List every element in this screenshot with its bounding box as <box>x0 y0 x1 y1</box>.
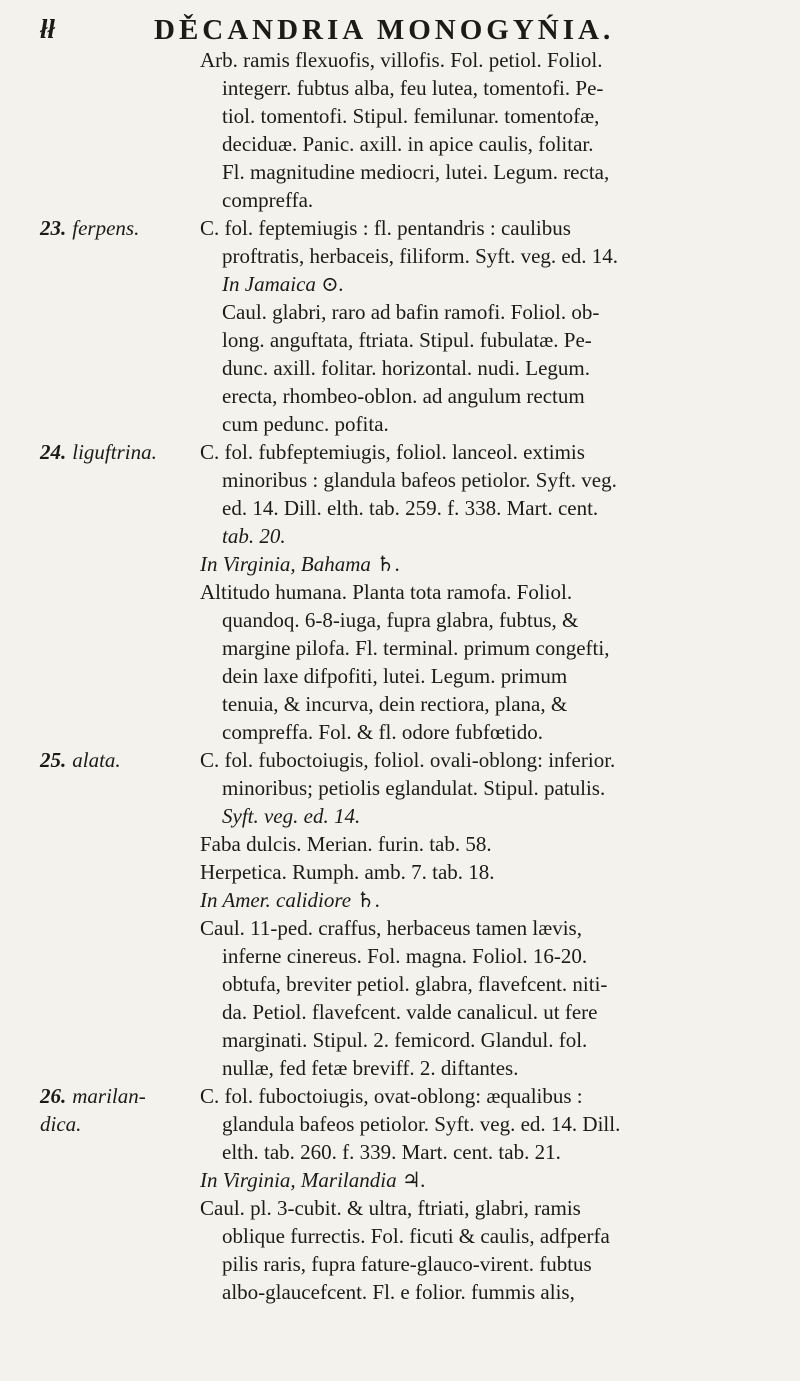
entry-label <box>40 214 200 242</box>
text-line: compreffa. <box>222 188 314 212</box>
entry-name: ferpens. <box>72 216 140 240</box>
text-line: oblique furrectis. Fol. ficuti & caulis, adfperfa <box>222 1224 610 1248</box>
text-line: dunc. axill. folitar. horizontal. nudi. Legum. <box>222 356 591 380</box>
text-line: albo-glaucefcent. Fl. e folior. fummis alis, <box>222 1280 575 1304</box>
text-line: pilis raris, fupra fature-glauco-virent. fubtus <box>222 1252 592 1276</box>
text-line: glandula bafeos petiolor. Syft. veg. ed. 14. Dill. <box>222 1112 621 1136</box>
entry-label <box>40 1082 200 1138</box>
text-line: In Amer. calidiore ♄. <box>200 888 381 912</box>
text-line: nullæ, fed fetæ breviff. 2. diftantes. <box>222 1056 519 1080</box>
text-line: Altitudo humana. Planta tota ramofa. Foliol. <box>200 580 573 604</box>
text-line: tenuia, & incurva, dein rectiora, plana, & <box>222 692 568 716</box>
entry-number: 23. <box>40 216 67 240</box>
text-line: In Virginia, Bahama ♄. <box>200 552 401 576</box>
text-line: tab. 20. <box>222 524 286 548</box>
text-line: margine pilofa. Fl. terminal. primum congefti, <box>222 636 610 660</box>
entry-number: 24. <box>40 440 67 464</box>
text-line: C. fol. fuboctoiugis, foliol. ovali-oblong: inferior. <box>200 748 616 772</box>
entry-label <box>40 746 200 774</box>
text-line: Herpetica. Rumph. amb. 7. tab. 18. <box>200 860 495 884</box>
text-line: Arb. ramis flexuofis, villofis. Fol. petiol. Foliol. <box>200 48 603 72</box>
text-line: erecta, rhombeo-oblon. ad angulum rectum <box>222 384 585 408</box>
text-line: compreffa. Fol. & fl. odore fubfœtido. <box>222 720 543 744</box>
text-line: quandoq. 6-8-iuga, fupra glabra, fubtus, & <box>222 608 579 632</box>
text-line: ed. 14. Dill. elth. tab. 259. f. 338. Mart. cent. <box>222 496 599 520</box>
text-line: marginati. Stipul. 2. femicord. Glandul. fol. <box>222 1028 588 1052</box>
text-line: C. fol. fuboctoiugis, ovat-oblong: æqualibus : <box>200 1084 583 1108</box>
entry-label <box>40 438 200 466</box>
entry-name: alata. <box>72 748 121 772</box>
text-line: inferne cinereus. Fol. magna. Foliol. 16-20. <box>222 944 588 968</box>
text-line: integerr. fubtus alba, feu lutea, tomentofi. Pe- <box>222 76 604 100</box>
text-line: Fl. magnitudine mediocri, lutei. Legum. recta, <box>222 160 610 184</box>
text-line: long. anguftata, ftriata. Stipul. fubulatæ. Pe- <box>222 328 592 352</box>
text-line: Caul. glabri, raro ad bafin ramofi. Foliol. ob- <box>222 300 600 324</box>
text-line: minoribus : glandula bafeos petiolor. Syft. veg. <box>222 468 617 492</box>
text-line: In Jamaica ⊙. <box>222 272 344 296</box>
page-number: łł <box>40 14 56 44</box>
text-line: Caul. pl. 3-cubit. & ultra, ftriati, glabri, ramis <box>200 1196 581 1220</box>
running-title: DĚCANDRIA MONOGYŃIA. <box>154 14 615 46</box>
text-line: proftratis, herbaceis, filiform. Syft. veg. ed. 14. <box>222 244 618 268</box>
text-line: elth. tab. 260. f. 339. Mart. cent. tab. 21. <box>222 1140 561 1164</box>
text-line: deciduæ. Panic. axill. in apice caulis, folitar. <box>222 132 594 156</box>
page-header <box>40 10 760 50</box>
text-line: minoribus; petiolis eglandulat. Stipul. patulis. <box>222 776 606 800</box>
text-line: cum pedunc. pofita. <box>222 412 389 436</box>
entry-name: liguftrina. <box>72 440 157 464</box>
text-line: Caul. 11-ped. craffus, herbaceus tamen lævis, <box>200 916 582 940</box>
text-line: Faba dulcis. Merian. furin. tab. 58. <box>200 832 492 856</box>
text-line: In Virginia, Marilandia ♃. <box>200 1168 426 1192</box>
text-line: da. Petiol. flavefcent. valde canalicul. ut fere <box>222 1000 598 1024</box>
text-line: Syft. veg. ed. 14. <box>222 804 361 828</box>
text-line: C. fol. fubfeptemiugis, foliol. lanceol. extimis <box>200 440 585 464</box>
text-line: tiol. tomentofi. Stipul. femilunar. tomentofæ, <box>222 104 600 128</box>
entry-number: 26. <box>40 1084 67 1108</box>
text-line: dein laxe difpofiti, lutei. Legum. primum <box>222 664 568 688</box>
entry-number: 25. <box>40 748 67 772</box>
text-line: C. fol. feptemiugis : fl. pentandris : caulibus <box>200 216 571 240</box>
text-line: obtufa, breviter petiol. glabra, flavefcent. niti- <box>222 972 608 996</box>
entry-name: marilan- dica. <box>40 1084 146 1136</box>
